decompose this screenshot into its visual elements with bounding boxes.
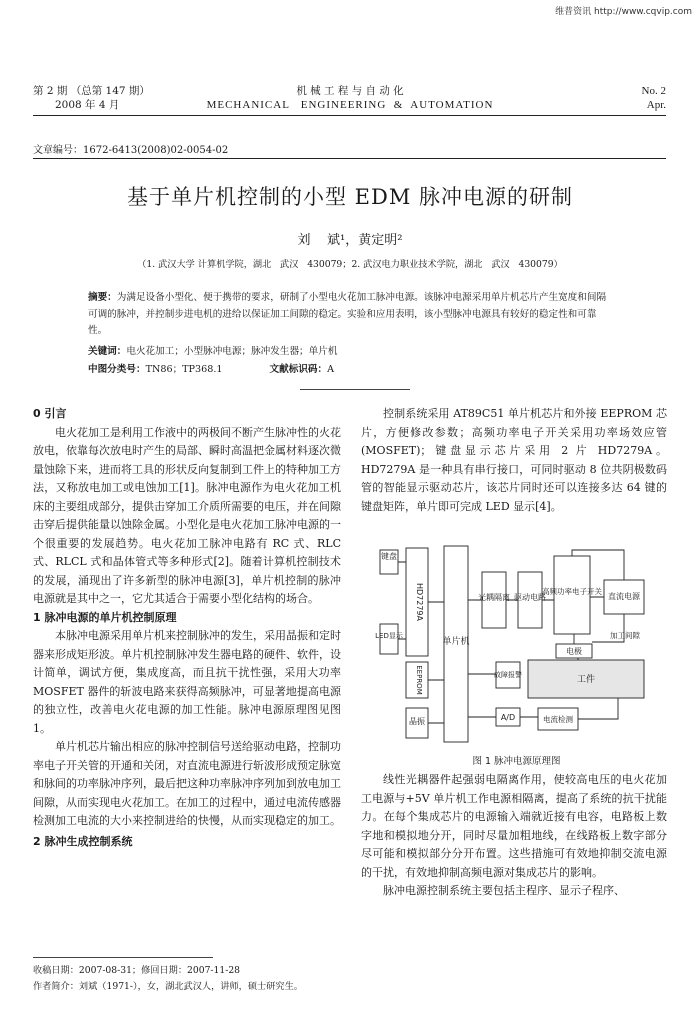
dc-block (604, 580, 644, 614)
switch-block (542, 556, 602, 634)
header-number: No. 2 (641, 85, 666, 97)
watermark: 维普资讯 http://www.cqvip.com (555, 7, 692, 17)
gap-label: 加工间隙 (610, 631, 640, 640)
right-column-top (361, 405, 667, 516)
paragraph-control: 单片机芯片输出相应的脉冲控制信号送给驱动电路，控制功率电子开关管的开通和关闭，对直流电源进行斩波形成预定脉宽和脉间的功率脉冲序列，最后把这种功率脉冲序列加到放电加工间隙，从而实现电火花加工。在加工的过程中，通过电流传感器检测加工电流的大小来控制进给的快慢，从而实现稳定的加工。 (33, 740, 341, 827)
crystal-label: 晶振 (409, 717, 425, 726)
affiliation: （1. 武汉大学 计算机学院，湖北 武汉 430079；2. 武汉电力职业技术学院，湖北 武汉 430079） (137, 259, 563, 270)
fault-label: 故障报警 (494, 671, 522, 679)
eeprom-label: EEPROM (415, 665, 423, 695)
header-no (642, 84, 666, 112)
header-rule (33, 115, 666, 116)
electrode-label: 电极 (566, 647, 582, 656)
abstract-text: 为满足设备小型化、便于携带的要求，研制了小型电火花加工脉冲电源。该脉冲电源采用单片机芯片产生宽度和间隔可调的脉冲，并控制步进电机的进给以保证加工间隙的稳定。实验和应用表明，该小型脉冲电源具有较好的稳定性和可靠性。 (88, 292, 607, 336)
header-journal (0, 84, 700, 112)
workpiece-label: 工件 (576, 675, 596, 685)
journal-name-en: MECHANICAL ENGINEERING & AUTOMATION (206, 99, 494, 111)
issue-number: 第 2 期 （总第 147 期） (33, 85, 150, 97)
clc-value: TN86；TP368.1 (145, 364, 223, 375)
classification (88, 361, 334, 375)
section-2-heading: 2 脉冲生成控制系统 (33, 834, 133, 848)
mcu-block (442, 546, 469, 742)
workpiece-block (528, 660, 644, 698)
separator (300, 389, 410, 390)
electrode-block (556, 644, 592, 658)
footer-rule (33, 957, 213, 958)
clc-label: 中图分类号： (88, 364, 146, 375)
received-date: 收稿日期：2007-08-31；修回日期：2007-11-28 (33, 965, 241, 976)
keyboard-block (380, 550, 398, 574)
ad-label: A/D (500, 713, 516, 722)
circuit-diagram (375, 542, 668, 747)
opto-label: 光耦隔离 (478, 593, 510, 602)
issue-date: 2008 年 4 月 (55, 99, 120, 111)
header-month: Apr. (646, 99, 666, 111)
left-column (33, 405, 341, 851)
section-1-heading: 1 脉冲电源的单片机控制原理 (33, 610, 177, 624)
hd7279-block (406, 548, 428, 656)
led-label: LED显示 (375, 632, 403, 640)
paragraph-intro: 电火花加工是利用工作液中的两极间不断产生脉冲性的火花放电，依靠每次放电时产生的局部、瞬时高温把金属材料逐次微量蚀除下来，进而将工具的形状反向复制到工件上的特种加工方法，又称放电加工或电蚀加工[1]。脉冲电源作为电火花加工机床的主要组成部分，提供击穿加工介质所需要的电压，并在间隙击穿后提供能量以蚀除金属。小型化是电火花加工脉冲电源的一个很重要的发展趋势。电火花加工脉冲电路有 RC 式、RLC 式、RLCL 式和晶体管式等多种形式[2]。随着计算机控制技术的发展，涌现出了许多新型的脉冲电源[3]，单片机控制的脉冲电源就是其中之一，它尤其适合于需要小型化结构的场合。 (33, 425, 341, 605)
paragraph-isolation: 线性光耦器件起强弱电隔离作用，使较高电压的电火花加工电源与+5V 单片机工作电源相隔离，提高了系统的抗干扰能力。在每个集成芯片的电源输入端就近接有电容，电路板上数字地和模拟地分开，同时尽量加粗地线，在线路板上数字部分尽可能和模拟部分分开布置。这些措施可有效地抑制交流电源的干扰，有效地抑制高频电源对集成芯片的影响。 (361, 773, 667, 879)
keywords-text: 电火花加工；小型脉冲电源；脉冲发生器；单片机 (126, 346, 338, 357)
paragraph-principle: 本脉冲电源采用单片机来控制脉冲的发生，采用晶振和定时器来形成矩形波。单片机控制脉冲发生器电路的硬件、软件，设计简单，调试方便，集成度高，而且抗干扰性强，采用大功率 MOSFET 器件的斩波电路来获得高频脉冲，可显著地提高电源的独立性，改善电火花电源的加工性能。脉冲电源原理图见图 1。 (33, 629, 341, 735)
paragraph-system: 控制系统采用 AT89C51 单片机芯片和外接 EEPROM 芯片，方便修改参数；高频功率电子开关采用功率场效应管(MOSFET)；键盘显示芯片采用 2 片 HD7279A。HD7279A 是一种具有串行接口，可同时驱动 8 位共阴极数码管的智能显示驱动芯片，该芯片同时还可以连接多达 64 键的键盘矩阵，单片即可完成 LED 显示[4]。 (361, 407, 667, 513)
journal-name-cn: 机 械 工 程 与 自 动 化 (296, 85, 404, 97)
doc-code-value: A (327, 364, 335, 375)
driver-label: 驱动电路 (514, 593, 546, 602)
eeprom-block (406, 662, 428, 698)
driver-block (514, 572, 546, 628)
figure-caption: 图 1 脉冲电源原理图 (472, 756, 561, 767)
opto-block (478, 572, 510, 628)
doc-code-label: 文献标识码： (269, 364, 328, 375)
current-block (538, 708, 578, 730)
article-number: 文章编号：1672-6413(2008)02-0054-02 (33, 145, 229, 156)
mcu-label: 单片机 (442, 637, 470, 647)
authors: 刘 斌¹，黄定明² (297, 233, 403, 248)
ad-block (496, 708, 520, 726)
right-column-bottom (361, 771, 667, 901)
switch-label: 高频功率电子开关 (542, 587, 602, 596)
article-rule (33, 158, 666, 159)
paragraph-software: 脉冲电源控制系统主要包括主程序、显示子程序、 (383, 884, 625, 897)
keywords-label: 关键词： (88, 346, 127, 357)
fault-block (494, 662, 522, 688)
hd7279-label: HD7279A (415, 582, 424, 622)
dc-label: 直流电源 (608, 592, 640, 601)
author-bio: 作者简介：刘斌（1971-），女，湖北武汉人，讲师，硕士研究生。 (33, 981, 303, 992)
paper-title: 基于单片机控制的小型 EDM 脉冲电源的研制 (126, 185, 574, 209)
abstract (88, 290, 608, 340)
crystal-block (406, 708, 428, 738)
keywords (88, 343, 337, 357)
abstract-label: 摘要： (88, 292, 117, 303)
section-0-heading: 0 引言 (33, 407, 67, 420)
current-label: 电流检测 (543, 715, 573, 724)
keyboard-label: 键盘 (381, 552, 397, 561)
